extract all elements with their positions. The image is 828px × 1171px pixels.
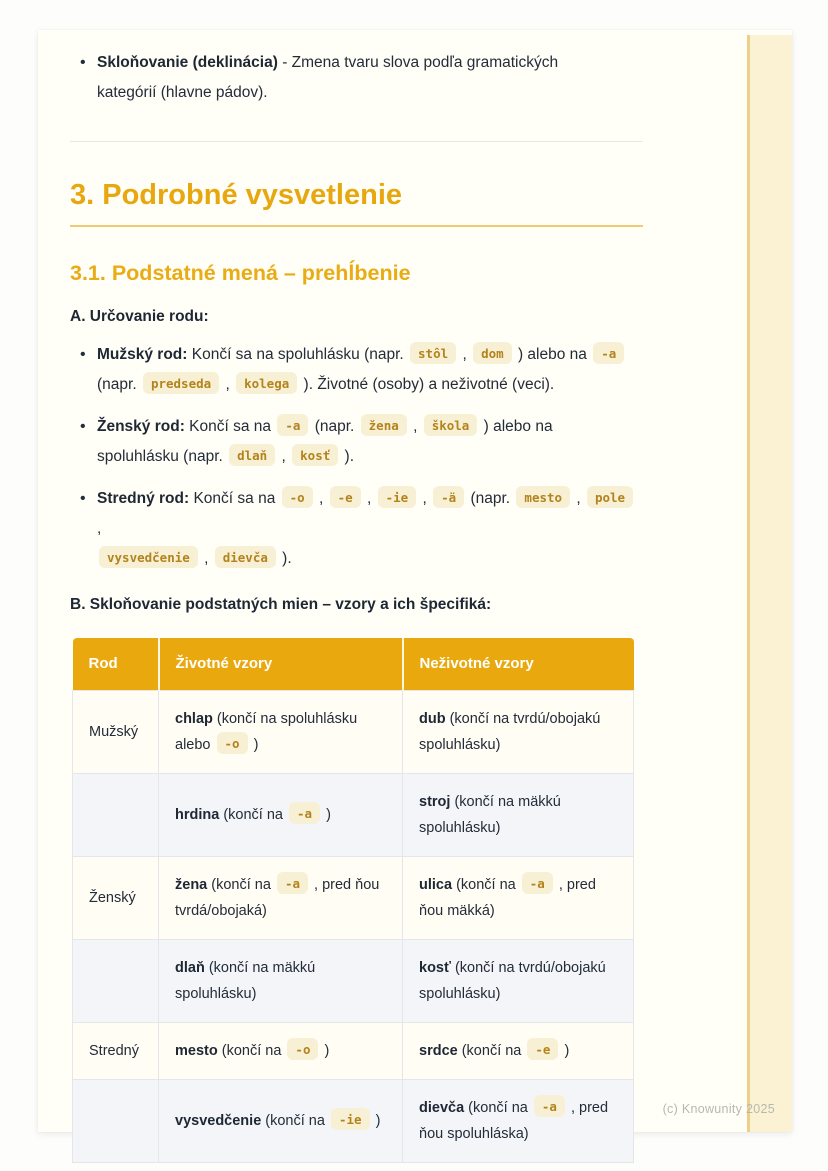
cell-zivotne: žena (končí na -a , pred ňou tvrdá/obojaká) [159, 857, 403, 940]
inline-code-badge: -o [217, 732, 248, 754]
list-item-text: Stredný rod: Končí sa na -o , -e , -ie , -ä (napr. mesto , pole , vysvedčenie , dievča ). [97, 490, 635, 567]
bold-term: Stredný rod: [97, 490, 190, 507]
bold-term: stroj [419, 794, 451, 810]
inline-code-badge: vysvedčenie [99, 546, 198, 568]
list-item [97, 412, 643, 472]
inline-code-badge: stôl [410, 342, 456, 364]
bold-term: ulica [419, 877, 453, 893]
inline-code-badge: -a [289, 802, 320, 824]
bold-term: kosť [419, 960, 451, 976]
list-item [97, 340, 643, 400]
bold-term: Ženský rod: [97, 418, 185, 435]
cell-nezivotne: dievča (končí na -a , pred ňou spoluhláska) [403, 1080, 634, 1163]
table-row [73, 774, 634, 857]
cell-zivotne: chlap (končí na spoluhlásku alebo -o ) [159, 691, 403, 774]
cell-rod: Stredný [73, 1023, 159, 1080]
inline-code-badge: mesto [516, 486, 570, 508]
cell-zivotne: mesto (končí na -o ) [159, 1023, 403, 1080]
page-card [38, 30, 792, 1142]
table-row [73, 940, 634, 1023]
inline-code-badge: -a [277, 872, 308, 894]
inline-code-badge: kolega [236, 372, 297, 394]
declension-table [72, 638, 634, 1163]
list-item-text: Ženský rod: Končí sa na -a (napr. žena , škola ) alebo na spoluhlásku (napr. dlaň , kosť ). [97, 418, 553, 465]
bold-term: mesto [175, 1043, 218, 1059]
intro-bullet-list [70, 48, 643, 108]
bold-term: Skloňovanie (deklinácia) [97, 54, 278, 71]
inline-code-badge: -ie [378, 486, 417, 508]
list-item [97, 48, 643, 108]
list-item-text: Mužský rod: Končí sa na spoluhlásku (napr. stôl , dom ) alebo na -a (napr. predseda , kolega ). Životné (osoby) a neživotné (veci). [97, 346, 626, 393]
bold-term: hrdina [175, 807, 220, 823]
inline-code-badge: -a [593, 342, 624, 364]
cell-rod [73, 1080, 159, 1163]
bold-term: žena [175, 877, 208, 893]
cell-nezivotne: srdce (končí na -e ) [403, 1023, 634, 1080]
label-determining-gender: A. Určovanie rodu: [70, 308, 209, 325]
inline-code-badge: žena [361, 414, 407, 436]
inline-code-badge: -a [277, 414, 308, 436]
inline-code-badge: dom [473, 342, 512, 364]
table-row [73, 1080, 634, 1163]
inline-code-badge: -a [534, 1095, 565, 1117]
inline-code-badge: -o [287, 1038, 318, 1060]
cell-nezivotne: stroj (končí na mäkkú spoluhlásku) [403, 774, 634, 857]
cell-zivotne: dlaň (končí na mäkkú spoluhlásku) [159, 940, 403, 1023]
list-item-text: Skloňovanie (deklinácia) - Zmena tvaru slova podľa gramatických kategórií (hlavne pádov). [97, 54, 559, 101]
inline-code-badge: -ä [433, 486, 464, 508]
inline-code-badge: kosť [292, 444, 338, 466]
bold-term: vysvedčenie [175, 1113, 262, 1129]
bold-term: srdce [419, 1043, 458, 1059]
bold-term: dlaň [175, 960, 205, 976]
cell-zivotne: hrdina (končí na -a ) [159, 774, 403, 857]
content-column [70, 30, 643, 1163]
page-margin-strip [747, 35, 792, 1132]
cell-nezivotne: kosť (končí na tvrdú/obojakú spoluhlásku) [403, 940, 634, 1023]
cell-zivotne: vysvedčenie (končí na -ie ) [159, 1080, 403, 1163]
bold-term: chlap [175, 711, 213, 727]
table-row [73, 691, 634, 774]
bold-term: dievča [419, 1100, 465, 1116]
inline-code-badge: -e [527, 1038, 558, 1060]
inline-code-badge: predseda [143, 372, 219, 394]
cell-rod: Mužský [73, 691, 159, 774]
cell-rod [73, 940, 159, 1023]
table-header-row [73, 638, 634, 691]
table-row [73, 1023, 634, 1080]
cell-nezivotne: dub (končí na tvrdú/obojakú spoluhlásku) [403, 691, 634, 774]
inline-code-badge: -ie [331, 1108, 370, 1130]
section-divider [70, 141, 643, 142]
cell-rod [73, 774, 159, 857]
table-header-zivotne: Životné vzory [159, 638, 403, 691]
copyright-footer: (c) Knowunity 2025 [662, 1102, 775, 1116]
table-header-rod: Rod [73, 638, 159, 691]
bold-term: dub [419, 711, 446, 727]
bold-term: Mužský rod: [97, 346, 188, 363]
gender-bullet-list [70, 340, 643, 574]
subsection-heading: 3.1. Podstatné mená – prehĺbenie [70, 261, 411, 285]
cell-nezivotne: ulica (končí na -a , pred ňou mäkká) [403, 857, 634, 940]
inline-code-badge: pole [587, 486, 633, 508]
inline-code-badge: škola [424, 414, 478, 436]
inline-code-badge: -e [330, 486, 361, 508]
inline-code-badge: -a [522, 872, 553, 894]
table-header-nezivotne: Neživotné vzory [403, 638, 634, 691]
list-item [97, 484, 643, 574]
table-row [73, 857, 634, 940]
inline-code-badge: dlaň [229, 444, 275, 466]
inline-code-badge: dievča [215, 546, 276, 568]
section-heading: 3. Podrobné vysvetlenie [70, 178, 643, 227]
label-declension-patterns: B. Skloňovanie podstatných mien – vzory a ich špecifiká: [70, 596, 492, 613]
cell-rod: Ženský [73, 857, 159, 940]
inline-code-badge: -o [282, 486, 313, 508]
